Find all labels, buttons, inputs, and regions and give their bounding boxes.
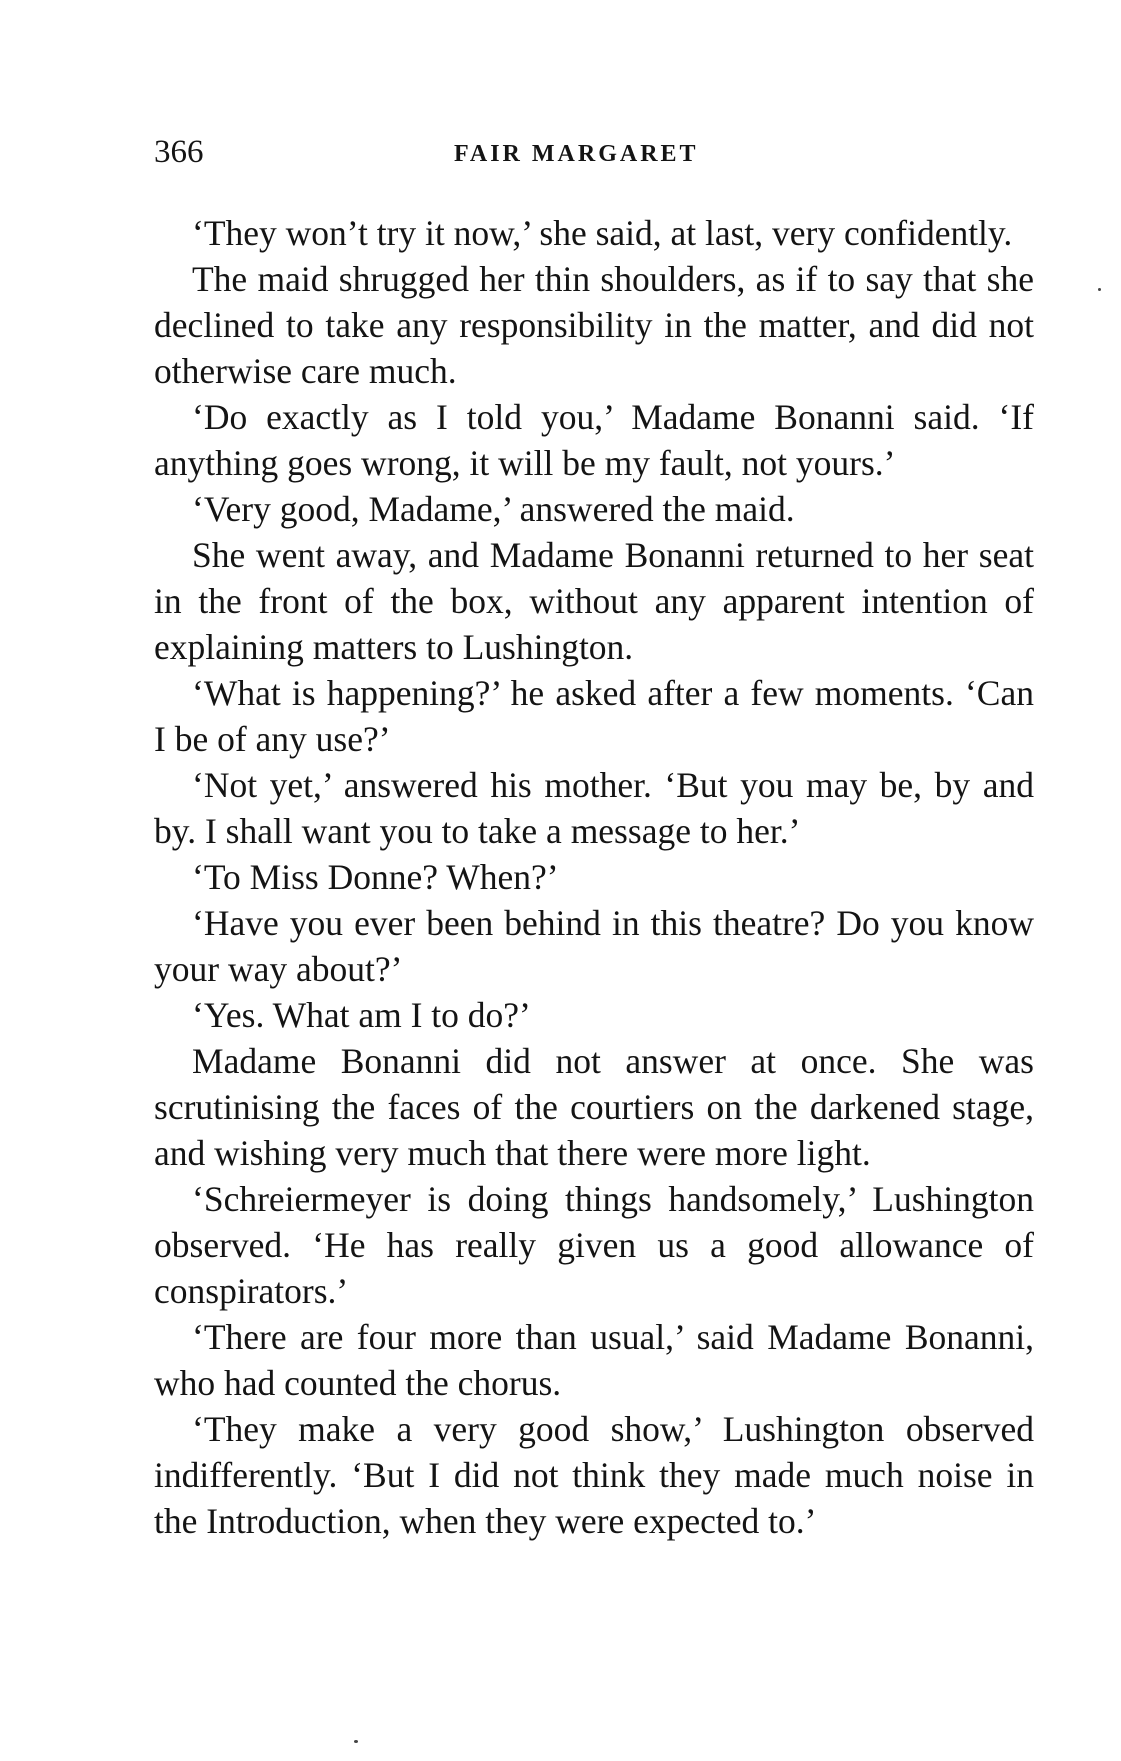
scan-speck (354, 1740, 358, 1743)
paragraph: ‘Schreiermeyer is doing things handsomely,’ Lushington observed. ‘He has really given us a good allowance of conspirators.’ (154, 1179, 1034, 1311)
paragraph: ‘What is happening?’ he asked after a few moments. ‘Can I be of any use?’ (154, 673, 1034, 759)
paragraph: ‘Not yet,’ answered his mother. ‘But you may be, by and by. I shall want you to take a message to her.’ (154, 765, 1034, 851)
paragraph: ‘They make a very good show,’ Lushington observed indifferently. ‘But I did not think they made much noise in the Introduction, when they were expected to.’ (154, 1409, 1034, 1541)
paragraph: ‘Have you ever been behind in this theatre? Do you know your way about?’ (154, 903, 1034, 989)
scan-speck (1098, 288, 1101, 291)
paragraph: ‘Do exactly as I told you,’ Madame Bonanni said. ‘If anything goes wrong, it will be my fault, not yours.’ (154, 397, 1034, 483)
paragraph: ‘Yes. What am I to do?’ (192, 995, 531, 1035)
page-header (154, 132, 1044, 172)
paragraph: The maid shrugged her thin shoulders, as if to say that she declined to take any responsibility in the matter, and did not otherwise care much. (154, 259, 1034, 391)
body-text (154, 210, 1034, 1544)
running-title: FAIR MARGARET (454, 141, 699, 167)
paragraph: ‘Very good, Madame,’ answered the maid. (192, 489, 795, 529)
paragraph: ‘They won’t try it now,’ she said, at last, very confidently. (192, 213, 1013, 253)
page-number: 366 (154, 134, 204, 170)
paragraph: Madame Bonanni did not answer at once. She was scrutinising the faces of the courtiers on the darkened stage, and wishing very much that there were more light. (154, 1041, 1034, 1173)
paragraph: She went away, and Madame Bonanni returned to her seat in the front of the box, without any apparent intention of explaining matters to Lushington. (154, 535, 1034, 667)
paragraph: ‘To Miss Donne? When?’ (192, 857, 559, 897)
paragraph: ‘There are four more than usual,’ said Madame Bonanni, who had counted the chorus. (154, 1317, 1034, 1403)
